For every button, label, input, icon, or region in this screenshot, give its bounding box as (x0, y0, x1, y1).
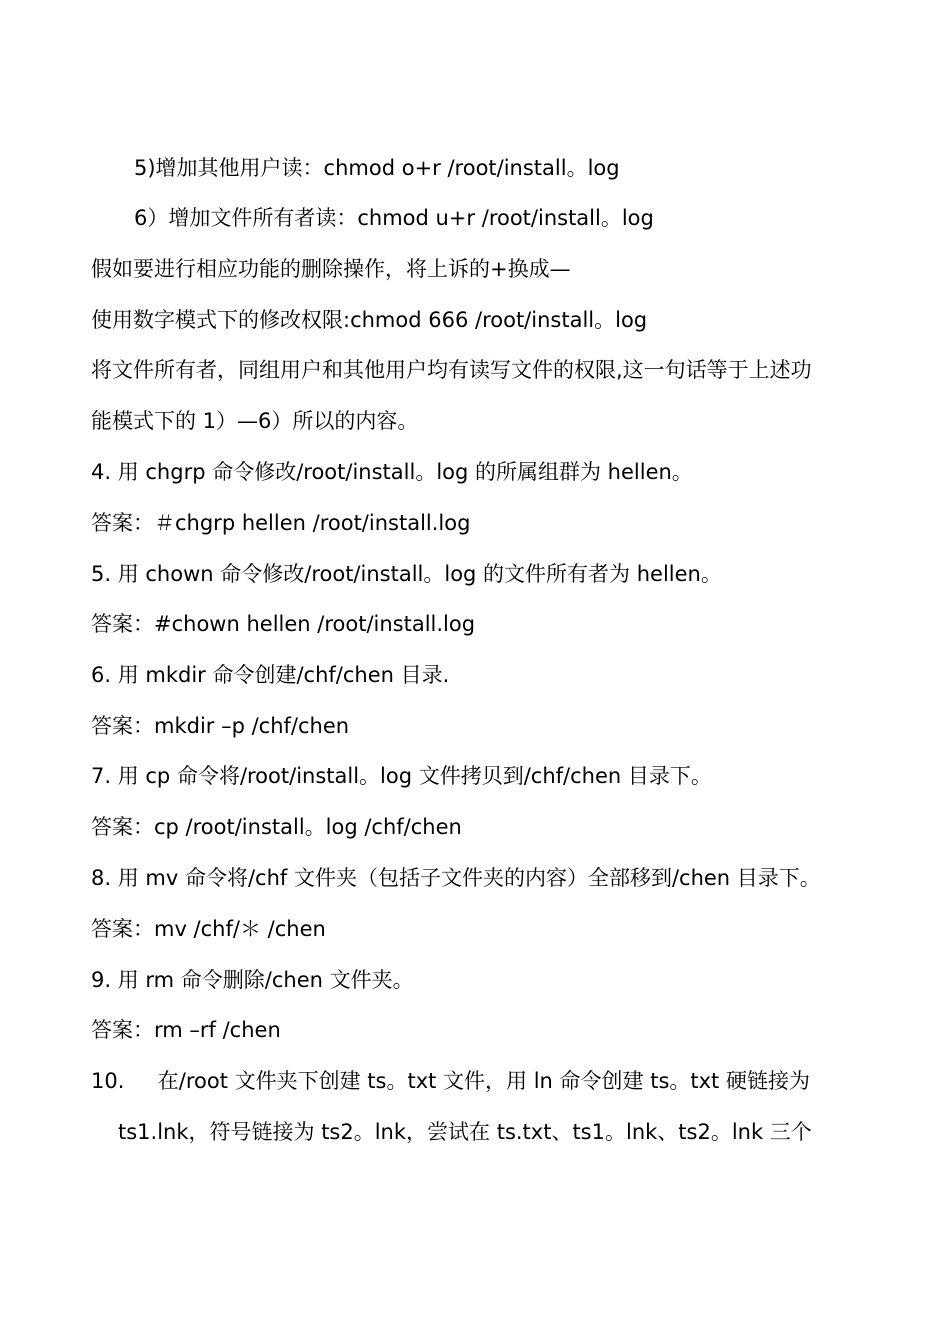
question-10-line-1: 10. 在/root 文件夹下创建 ts。txt 文件，用 ln 命令创建 ts。txt 硬链接为 (91, 1069, 810, 1093)
text-line-permission-6: 6）增加文件所有者读：chmod u+r /root/install。log (134, 206, 654, 230)
answer-4: 答案：＃chgrp hellen /root/install.log (91, 511, 471, 535)
text-line-permission-5: 5)增加其他用户读：chmod o+r /root/install。log (134, 156, 620, 180)
question-5: 5. 用 chown 命令修改/root/install。log 的文件所有者为 hellen。 (91, 562, 722, 586)
question-9: 9. 用 rm 命令删除/chen 文件夹。 (91, 968, 414, 992)
text-line-remove-note: 假如要进行相应功能的删除操作，将上诉的+换成— (91, 257, 571, 281)
answer-8: 答案：mv /chf/＊ /chen (91, 917, 326, 941)
text-line-explanation-1: 将文件所有者，同组用户和其他用户均有读写文件的权限,这一句话等于上述功 (91, 358, 812, 382)
answer-7: 答案：cp /root/install。log /chf/chen (91, 815, 462, 839)
answer-5: 答案：#chown hellen /root/install.log (91, 612, 476, 636)
question-10-line-2: ts1.lnk，符号链接为 ts2。lnk，尝试在 ts.txt、ts1。lnk、ts2。lnk 三个 (118, 1120, 812, 1144)
question-8: 8. 用 mv 命令将/chf 文件夹（包括子文件夹的内容）全部移到/chen 目录下。 (91, 866, 821, 890)
answer-6: 答案：mkdir –p /chf/chen (91, 714, 350, 738)
question-4: 4. 用 chgrp 命令修改/root/install。log 的所属组群为 hellen。 (91, 460, 693, 484)
text-line-numeric-mode: 使用数字模式下的修改权限:chmod 666 /root/install。log (91, 308, 648, 332)
answer-9: 答案：rm –rf /chen (91, 1018, 281, 1042)
question-6: 6. 用 mkdir 命令创建/chf/chen 目录. (91, 663, 450, 687)
question-7: 7. 用 cp 命令将/root/install。log 文件拷贝到/chf/chen 目录下。 (91, 764, 712, 788)
text-line-explanation-2: 能模式下的 1）—6）所以的内容。 (91, 409, 419, 433)
